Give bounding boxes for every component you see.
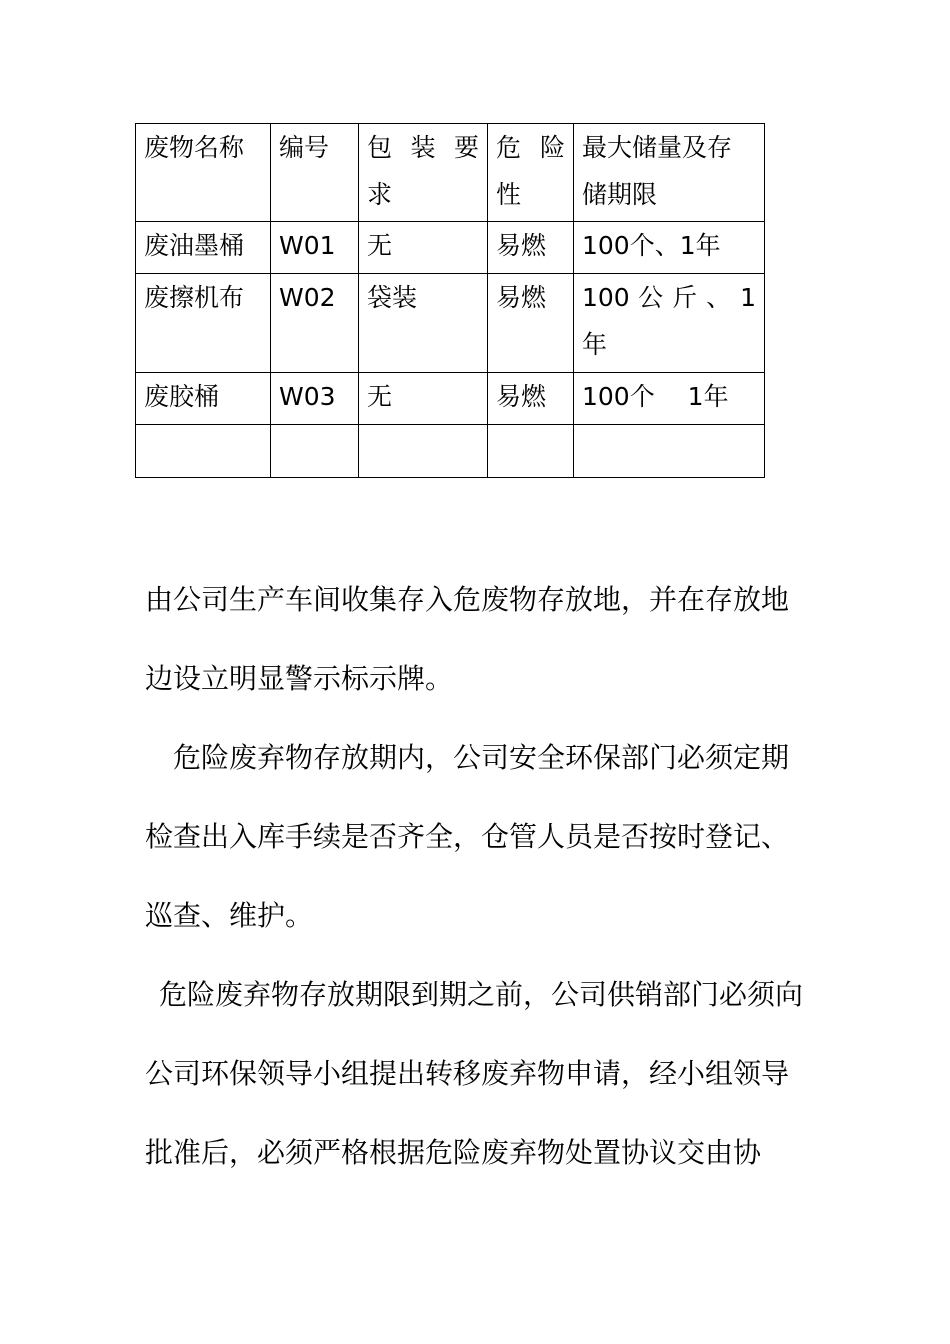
header-cell-code: 编号 <box>271 124 359 222</box>
header-cell-packaging: 包 装 要 求 <box>359 124 488 222</box>
cell-code: W03 <box>271 373 359 425</box>
waste-table <box>135 123 765 478</box>
cell-hazard: 易燃 <box>488 373 574 425</box>
cell-hazard: 易燃 <box>488 222 574 274</box>
paragraph-inspection: 危险废弃物存放期内，公司安全环保部门必须定期检查出入库手续是否齐全，仓管人员是否按时登记、巡查、维护。 <box>145 741 790 932</box>
cell-code <box>271 425 359 478</box>
cell-max-storage: 100个 1年 <box>574 373 765 425</box>
table-row-empty <box>136 425 765 478</box>
table-row <box>136 373 765 425</box>
cell-waste-name: 废油墨桶 <box>136 222 271 274</box>
paragraph-transfer: 危险废弃物存放期限到期之前，公司供销部门必须向公司环保领导小组提出转移废弃物申请，经小组领导批准后，必须严格根据危险废弃物处置协议交由协 <box>145 978 804 1169</box>
cell-packaging <box>359 425 488 478</box>
cell-code: W01 <box>271 222 359 274</box>
paragraph-collection: 由公司生产车间收集存入危废物存放地，并在存放地边设立明显警示标示牌。 <box>145 583 790 695</box>
cell-max-storage: 100 公 斤 、 1 年 <box>574 274 765 373</box>
header-cell-waste-name: 废物名称 <box>136 124 271 222</box>
cell-hazard <box>488 425 574 478</box>
table-header-row <box>136 124 765 222</box>
table-row <box>136 222 765 274</box>
header-cell-max-storage: 最大储量及存储期限 <box>574 124 765 222</box>
cell-waste-name: 废胶桶 <box>136 373 271 425</box>
cell-packaging: 无 <box>359 373 488 425</box>
table-row <box>136 274 765 373</box>
cell-code: W02 <box>271 274 359 373</box>
cell-waste-name <box>136 425 271 478</box>
cell-packaging: 袋装 <box>359 274 488 373</box>
cell-packaging: 无 <box>359 222 488 274</box>
cell-waste-name: 废擦机布 <box>136 274 271 373</box>
header-cell-hazard: 危 险 性 <box>488 124 574 222</box>
cell-hazard: 易燃 <box>488 274 574 373</box>
cell-max-storage <box>574 425 765 478</box>
cell-max-storage: 100个、1年 <box>574 222 765 274</box>
